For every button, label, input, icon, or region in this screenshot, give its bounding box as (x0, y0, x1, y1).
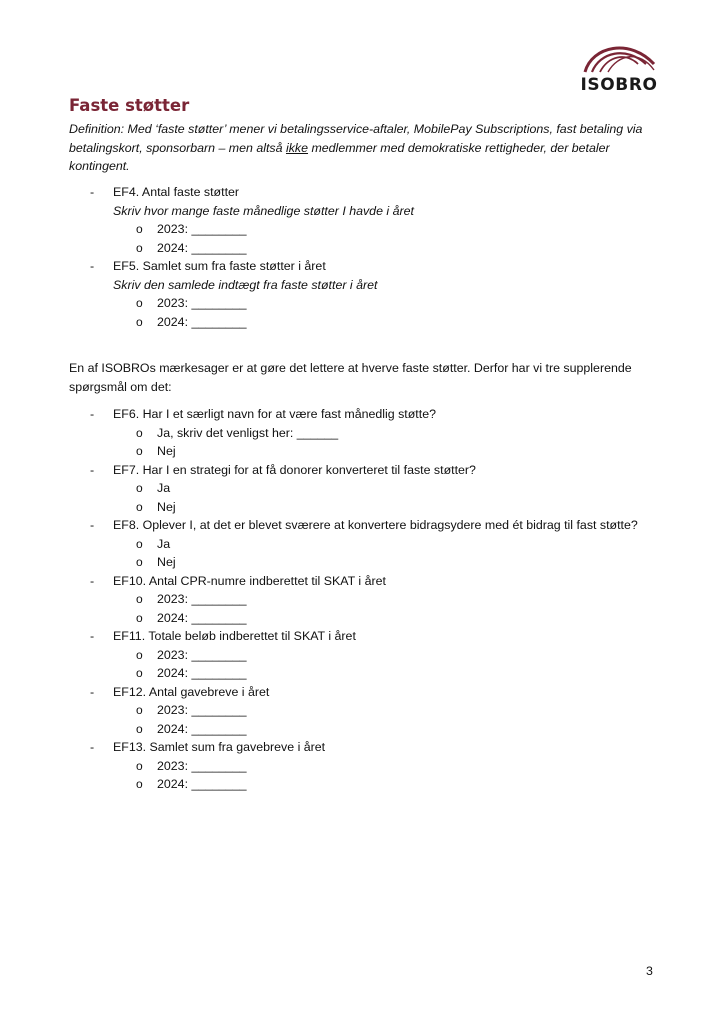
list-dash: - (90, 518, 95, 532)
list-dash: - (90, 462, 95, 477)
question-label: EF12. Antal gavebreve i året (113, 684, 270, 699)
circle-bullet-icon: o (136, 240, 143, 255)
logo-arch-icon (582, 40, 656, 74)
answer-option-text: 2024: ________ (157, 610, 247, 625)
answer-option (0, 220, 724, 239)
circle-bullet-icon: o (136, 444, 143, 458)
answer-option (0, 757, 724, 776)
answer-option-text: 2024: ________ (157, 666, 247, 680)
question-label: EF6. Har I et særligt navn for at være fast månedlig støtte? (113, 407, 436, 421)
answer-option-text: Nej (157, 499, 176, 514)
question-item (0, 461, 724, 480)
circle-bullet-icon: o (136, 703, 143, 717)
question-instruction (0, 276, 724, 295)
list-dash: - (90, 185, 95, 199)
circle-bullet-icon: o (136, 610, 143, 625)
circle-bullet-icon: o (136, 499, 143, 514)
instruction-text: Skriv hvor mange faste månedlige støtter I havde i året (113, 203, 414, 218)
answer-option (0, 442, 724, 461)
question-item (0, 257, 724, 276)
answer-option-text: 2023: ________ (157, 647, 247, 662)
list-dash: - (90, 259, 95, 273)
answer-option (0, 424, 724, 443)
list-dash: - (90, 740, 95, 754)
question-item (0, 683, 724, 702)
question-label: EF5. Samlet sum fra faste støtter i året (113, 259, 326, 273)
list-dash: - (90, 684, 95, 699)
question-label: EF7. Har I en strategi for at få donorer konverteret til faste støtter? (113, 462, 476, 477)
isobro-logo (578, 40, 660, 96)
circle-bullet-icon: o (136, 777, 143, 791)
answer-option (0, 775, 724, 794)
circle-bullet-icon: o (136, 721, 143, 736)
question-list-faste-stotter (0, 183, 724, 331)
answer-option-text: 2024: ________ (157, 240, 247, 255)
circle-bullet-icon: o (136, 555, 143, 569)
definition-part-2: medlemmer med demokratiske rettigheder, der betaler kontingent. (69, 140, 610, 173)
answer-option (0, 701, 724, 720)
question-item (0, 572, 724, 591)
answer-option-text: Ja, skriv det venligst her: ______ (157, 425, 339, 440)
list-dash: - (90, 407, 95, 421)
circle-bullet-icon: o (136, 647, 143, 662)
question-label: EF10. Antal CPR-numre indberettet til SKAT i året (113, 573, 386, 588)
answer-option-text: 2023: ________ (157, 296, 247, 310)
definition-part-1: Definition: Med ‘faste støtter’ mener vi betalingsservice-aftaler, MobilePay Subscriptions, fast betaling via betalingskort, sponsorbarn – men altså (69, 122, 643, 155)
answer-option-text: 2023: ________ (157, 758, 247, 773)
answer-option-text: Ja (157, 481, 171, 495)
answer-option-text: Nej (157, 444, 176, 458)
circle-bullet-icon: o (136, 666, 143, 680)
question-item (0, 516, 724, 535)
circle-bullet-icon: o (136, 314, 143, 329)
answer-option-text: 2024: ________ (157, 314, 247, 329)
answer-option-text: 2024: ________ (157, 777, 247, 791)
circle-bullet-icon: o (136, 758, 143, 773)
question-item (0, 405, 724, 424)
answer-option (0, 239, 724, 258)
intro-paragraph: En af ISOBROs mærkesager er at gøre det lettere at hverve faste støtter. Derfor har vi tre supplerende spørgsmål om det: (69, 361, 632, 394)
answer-option (0, 535, 724, 554)
list-dash: - (90, 573, 95, 588)
answer-option-text: Nej (157, 555, 176, 569)
page-number: 3 (646, 964, 653, 978)
question-label: EF8. Oplever I, at det er blevet sværere at konvertere bidragsydere med ét bidrag til fast støtte? (113, 518, 638, 532)
question-label: EF11. Totale beløb indberettet til SKAT i året (113, 629, 356, 643)
circle-bullet-icon: o (136, 481, 143, 495)
answer-option (0, 590, 724, 609)
answer-option (0, 294, 724, 313)
logo-text: ISOBRO (580, 75, 658, 95)
circle-bullet-icon: o (136, 592, 143, 606)
question-label: EF4. Antal faste støtter (113, 185, 240, 199)
question-list-supplerende (0, 405, 724, 794)
question-item (0, 183, 724, 202)
answer-option (0, 498, 724, 517)
answer-option (0, 479, 724, 498)
circle-bullet-icon: o (136, 296, 143, 310)
answer-option (0, 646, 724, 665)
circle-bullet-icon: o (136, 425, 143, 440)
question-instruction (0, 202, 724, 221)
answer-option (0, 313, 724, 332)
answer-option (0, 609, 724, 628)
answer-option-text: 2024: ________ (157, 721, 247, 736)
answer-option (0, 553, 724, 572)
answer-option (0, 720, 724, 739)
section-title: Faste støtter (69, 96, 190, 115)
answer-option-text: 2023: ________ (157, 703, 247, 717)
question-item (0, 738, 724, 757)
definition-underlined-word: ikke (285, 140, 309, 155)
answer-option (0, 664, 724, 683)
instruction-text: Skriv den samlede indtægt fra faste støtter i året (113, 277, 378, 292)
definition-text (69, 120, 659, 176)
circle-bullet-icon: o (136, 536, 143, 551)
circle-bullet-icon: o (136, 222, 143, 236)
list-dash: - (90, 629, 95, 643)
answer-option-text: 2023: ________ (157, 592, 247, 606)
question-label: EF13. Samlet sum fra gavebreve i året (113, 740, 326, 754)
answer-option-text: Ja (157, 536, 171, 551)
question-item (0, 627, 724, 646)
answer-option-text: 2023: ________ (157, 222, 247, 236)
